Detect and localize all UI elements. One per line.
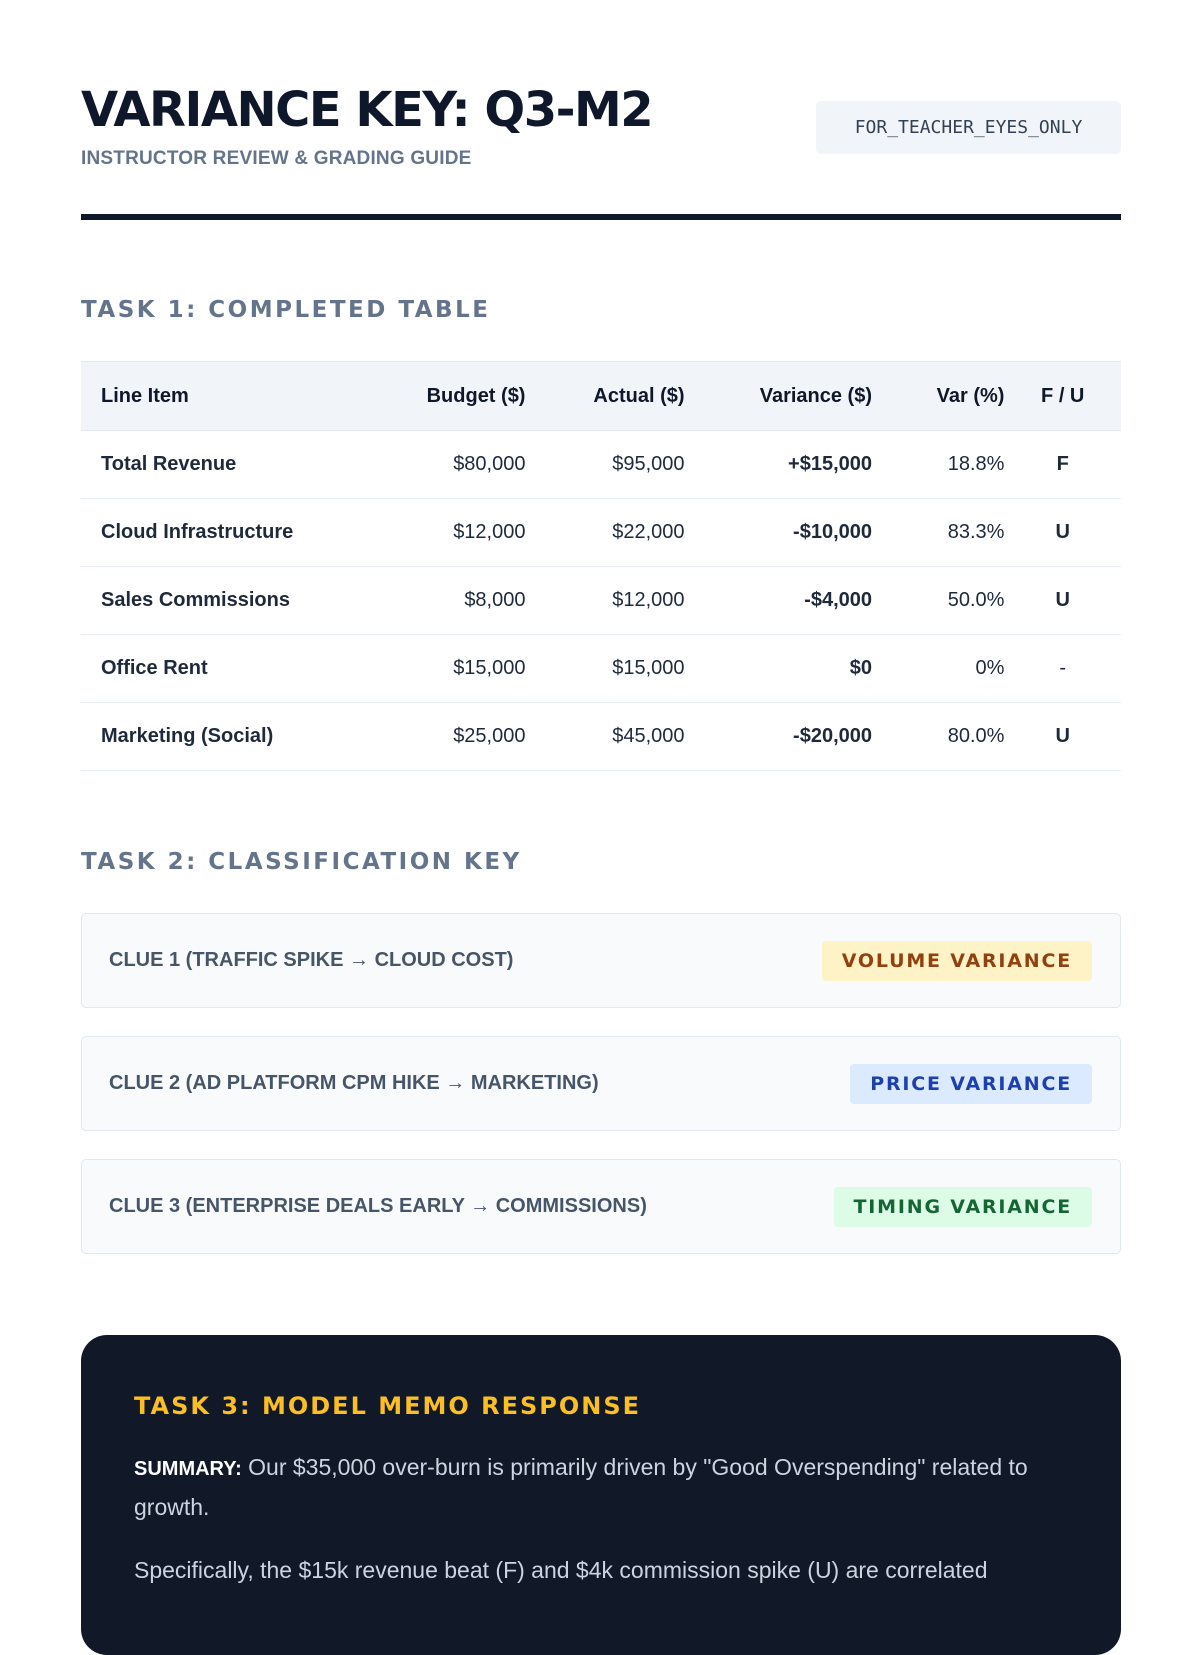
memo-summary [134,1448,1064,1526]
header [81,80,1121,220]
cell-line-item: Total Revenue [81,431,395,499]
column-header-budget: Budget ($) [395,362,525,431]
cell-actual: $15,000 [525,635,684,703]
task3-title: TASK 3: MODEL MEMO RESPONSE [134,1392,642,1420]
cell-actual: $95,000 [525,431,684,499]
cell-fu: U [1004,499,1121,567]
cell-budget: $15,000 [395,635,525,703]
variance-type-badge: VOLUME VARIANCE [822,941,1092,981]
cell-fu: F [1004,431,1121,499]
column-header-fu: F / U [1004,362,1121,431]
variance-table [81,361,1121,771]
variance-type-badge: TIMING VARIANCE [834,1187,1092,1227]
cell-line-item: Office Rent [81,635,395,703]
cell-budget: $80,000 [395,431,525,499]
table-row [81,499,1121,567]
cell-fu: U [1004,703,1121,771]
table-row [81,567,1121,635]
cell-var-pct: 18.8% [872,431,1004,499]
cell-variance: -$4,000 [685,567,872,635]
cell-var-pct: 83.3% [872,499,1004,567]
memo-summary-text: Our $35,000 over-burn is primarily driven by "Good Overspending" related to growth. [134,1454,1028,1520]
table-row [81,703,1121,771]
memo-paragraph: Specifically, the $15k revenue beat (F) and $4k commission spike (U) are correlated [134,1557,988,1583]
cell-fu: - [1004,635,1121,703]
page-subtitle: INSTRUCTOR REVIEW & GRADING GUIDE [81,148,472,169]
confidentiality-tag: FOR_TEACHER_EYES_ONLY [816,101,1121,154]
model-memo-panel [81,1335,1121,1655]
cell-variance: -$20,000 [685,703,872,771]
column-header-variance: Variance ($) [685,362,872,431]
variance-type-badge: PRICE VARIANCE [850,1064,1092,1104]
cell-actual: $45,000 [525,703,684,771]
cell-budget: $12,000 [395,499,525,567]
cell-var-pct: 80.0% [872,703,1004,771]
clue-label: CLUE 1 (TRAFFIC SPIKE → CLOUD COST) [109,949,514,971]
clue-label: CLUE 2 (AD PLATFORM CPM HIKE → MARKETING) [109,1072,599,1094]
cell-line-item: Sales Commissions [81,567,395,635]
cell-budget: $25,000 [395,703,525,771]
cell-fu: U [1004,567,1121,635]
clue-card-2 [81,1036,1121,1131]
column-header-line-item: Line Item [81,362,395,431]
cell-variance: $0 [685,635,872,703]
cell-variance: +$15,000 [685,431,872,499]
task2-title: TASK 2: CLASSIFICATION KEY [81,849,522,875]
cell-variance: -$10,000 [685,499,872,567]
task1-title: TASK 1: COMPLETED TABLE [81,297,491,323]
column-header-actual: Actual ($) [525,362,684,431]
clue-label: CLUE 3 (ENTERPRISE DEALS EARLY → COMMISSIONS) [109,1195,647,1217]
cell-actual: $12,000 [525,567,684,635]
table-row [81,431,1121,499]
cell-budget: $8,000 [395,567,525,635]
cell-actual: $22,000 [525,499,684,567]
clue-card-3 [81,1159,1121,1254]
clue-card-1 [81,913,1121,1008]
cell-line-item: Cloud Infrastructure [81,499,395,567]
header-divider [81,214,1121,220]
cell-var-pct: 50.0% [872,567,1004,635]
cell-line-item: Marketing (Social) [81,703,395,771]
page-title: VARIANCE KEY: Q3-M2 [81,82,653,138]
table-row [81,635,1121,703]
table-header-row [81,362,1121,431]
memo-summary-lead: SUMMARY: [134,1458,242,1480]
column-header-var-pct: Var (%) [872,362,1004,431]
cell-var-pct: 0% [872,635,1004,703]
